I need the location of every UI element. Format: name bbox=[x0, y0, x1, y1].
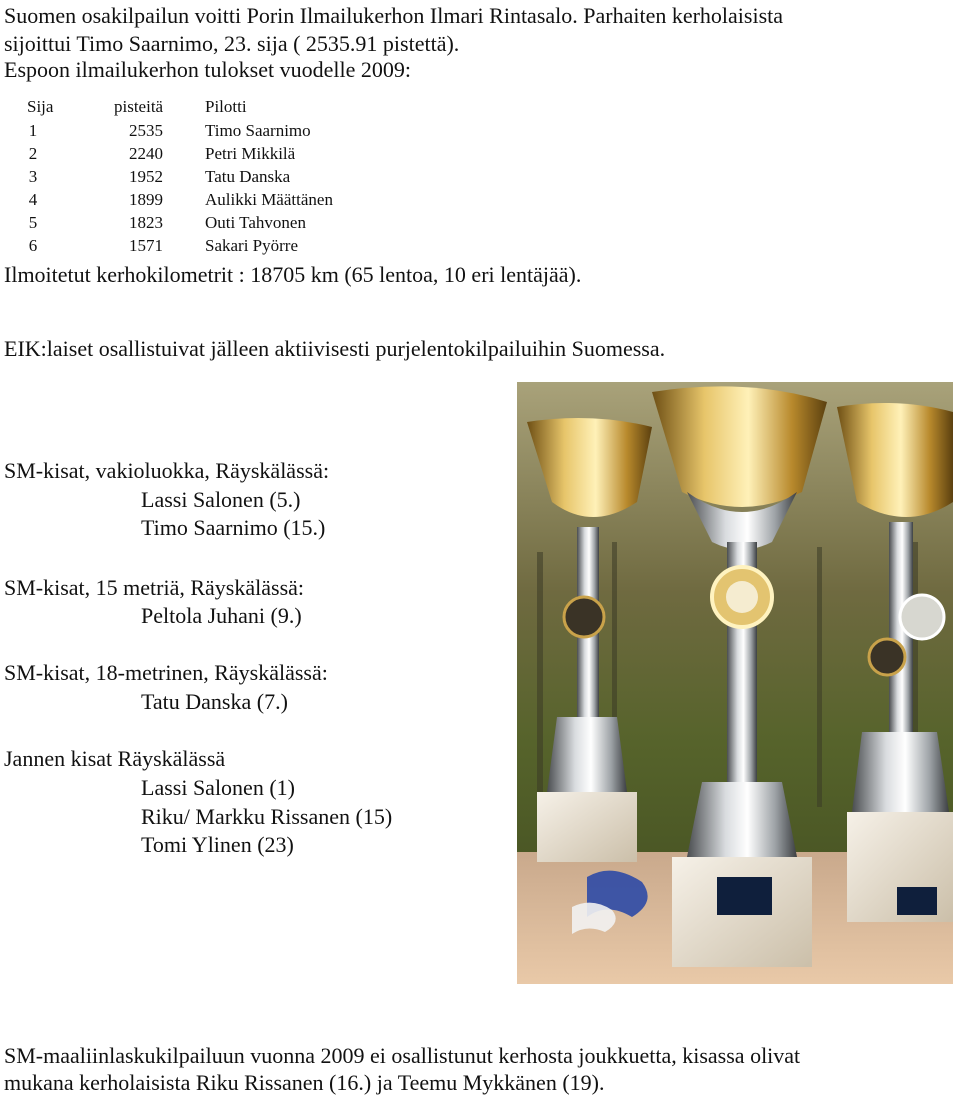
competition-result: Lassi Salonen (1) bbox=[141, 775, 295, 800]
intro-line-2: sijoittui Timo Saarnimo, 23. sija ( 2535.91 pistettä). bbox=[4, 31, 460, 56]
competition-result: Timo Saarnimo (15.) bbox=[141, 515, 326, 540]
header-points: pisteitä bbox=[114, 97, 164, 116]
competition-result: Riku/ Markku Rissanen (15) bbox=[141, 804, 393, 829]
intro-line-1: Suomen osakilpailun voitti Porin Ilmailukerhon Ilmari Rintasalo. Parhaiten kerholaisista bbox=[4, 3, 784, 28]
competition-title: SM-kisat, vakioluokka, Räyskälässä: bbox=[4, 458, 330, 483]
pilot-cell: Tatu Danska bbox=[205, 167, 291, 186]
competition-title: Jannen kisat Räyskälässä bbox=[4, 746, 226, 771]
competition-result: Peltola Juhani (9.) bbox=[141, 603, 302, 628]
eik-line: EIK:laiset osallistuivat jälleen aktiivisesti purjelentokilpailuihin Suomessa. bbox=[4, 336, 666, 361]
intro-line-3: Espoon ilmailukerhon tulokset vuodelle 2009: bbox=[4, 57, 411, 82]
club-km-line: Ilmoitetut kerhokilometrit : 18705 km (65 lentoa, 10 eri lentäjää). bbox=[4, 262, 582, 287]
competition-title: SM-kisat, 18-metrinen, Räyskälässä: bbox=[4, 660, 328, 685]
points-cell: 2535 bbox=[129, 121, 163, 140]
rank-cell: 5 bbox=[28, 213, 38, 232]
rank-cell: 1 bbox=[28, 121, 38, 140]
rank-cell: 2 bbox=[28, 144, 38, 163]
pilot-cell: Timo Saarnimo bbox=[205, 121, 311, 140]
header-rank: Sija bbox=[27, 97, 54, 116]
footer-line-1: SM-maaliinlaskukilpailuun vuonna 2009 ei osallistunut kerhosta joukkuetta, kisassa olivat bbox=[4, 1043, 801, 1068]
table-row bbox=[0, 119, 500, 142]
points-cell: 2240 bbox=[129, 144, 163, 163]
competition-result: Tomi Ylinen (23) bbox=[141, 832, 294, 857]
trophy-photo bbox=[517, 382, 953, 984]
rank-cell: 3 bbox=[28, 167, 38, 186]
points-cell: 1899 bbox=[129, 190, 163, 209]
rank-cell: 6 bbox=[28, 236, 38, 255]
table-header-row bbox=[0, 95, 500, 118]
table-row bbox=[0, 142, 500, 165]
points-cell: 1823 bbox=[129, 213, 163, 232]
points-cell: 1952 bbox=[129, 167, 163, 186]
table-row bbox=[0, 188, 500, 211]
pilot-cell: Petri Mikkilä bbox=[205, 144, 296, 163]
table-row bbox=[0, 165, 500, 188]
footer-line-2: mukana kerholaisista Riku Rissanen (16.) ja Teemu Mykkänen (19). bbox=[4, 1070, 605, 1095]
rank-cell: 4 bbox=[28, 190, 38, 209]
header-pilot: Pilotti bbox=[205, 97, 247, 116]
competition-title: SM-kisat, 15 metriä, Räyskälässä: bbox=[4, 575, 305, 600]
competition-result: Lassi Salonen (5.) bbox=[141, 487, 301, 512]
pilot-cell: Aulikki Määttänen bbox=[205, 190, 333, 209]
table-row bbox=[0, 234, 500, 257]
competition-result: Tatu Danska (7.) bbox=[141, 689, 288, 714]
table-row bbox=[0, 211, 500, 234]
pilot-cell: Outi Tahvonen bbox=[205, 213, 306, 232]
pilot-cell: Sakari Pyörre bbox=[205, 236, 299, 255]
points-cell: 1571 bbox=[129, 236, 163, 255]
